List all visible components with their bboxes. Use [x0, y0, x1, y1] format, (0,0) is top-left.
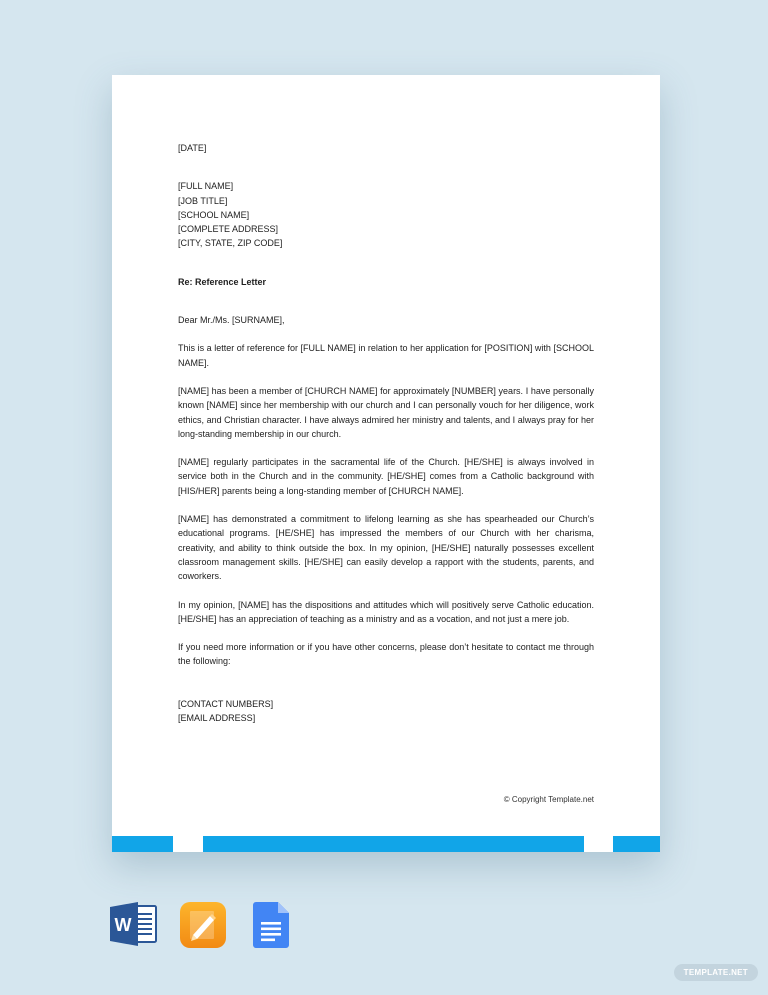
word-letter: W	[114, 915, 132, 935]
salutation: Dear Mr./Ms. [SURNAME],	[178, 315, 285, 326]
contact-line: [CONTACT NUMBERS]	[178, 698, 274, 709]
subject-line: Re: Reference Letter	[178, 276, 267, 287]
letter-document	[112, 75, 660, 852]
footer-bar-right	[613, 836, 660, 852]
body-paragraph: [NAME] regularly participates in the sacramental life of the Church. [HE/SHE] is always involved in service both in the Church and in the community. [HE/SHE] comes from a Catholic background with [HIS/HER] parents being a long-standing member of [CHURCH NAME].	[178, 457, 594, 496]
contact-block	[178, 697, 594, 726]
recipient-line: [COMPLETE ADDRESS]	[178, 224, 279, 235]
letter-body	[178, 141, 594, 725]
recipient-line: [CITY, STATE, ZIP CODE]	[178, 238, 283, 249]
recipient-line: [FULL NAME]	[178, 181, 234, 192]
body-paragraph: In my opinion, [NAME] has the dispositions and attitudes which will positively serve Catholic education. [HE/SHE] has an appreciation of teaching as a ministry and as a vocation, and not just a mere job.	[178, 599, 594, 624]
footer-bar-left	[112, 836, 173, 852]
recipient-block	[178, 179, 594, 250]
body-paragraph: [NAME] has demonstrated a commitment to lifelong learning as she has spearheaded our Church’s educational programs. [HE/SHE] has impressed the members of our Church with her charisma, creativity, and ability to think outside the box. In my opinion, [HE/SHE] naturally possesses excellent classroom management skills. [HE/SHE] can easily develop a rapport with the students, parents, and coworkers.	[178, 514, 594, 582]
template-net-watermark: TEMPLATE.NET	[674, 964, 758, 981]
word-icon[interactable]	[110, 902, 158, 946]
contact-line: [EMAIL ADDRESS]	[178, 713, 256, 724]
recipient-line: [SCHOOL NAME]	[178, 209, 250, 220]
body-paragraph: [NAME] has been a member of [CHURCH NAME] for approximately [NUMBER] years. I have personally known [NAME] since her membership with our church and I can personally vouch for her diligence, work ethics, and Christian character. I have always admired her ministry and talents, and I always pray for her long-standing membership in our church.	[178, 385, 594, 439]
google-docs-icon[interactable]	[253, 902, 289, 948]
body-paragraph: If you need more information or if you have other concerns, please don’t hesitate to contact me through the following:	[178, 642, 594, 667]
copyright-text: © Copyright Template.net	[503, 795, 594, 804]
body-paragraph: This is a letter of reference for [FULL NAME] in relation to her application for [POSITION] with [SCHOOL NAME].	[178, 343, 594, 368]
pages-icon[interactable]	[180, 902, 226, 948]
footer-bar-center	[203, 836, 584, 852]
recipient-line: [JOB TITLE]	[178, 195, 228, 206]
date-field: [DATE]	[178, 143, 207, 153]
